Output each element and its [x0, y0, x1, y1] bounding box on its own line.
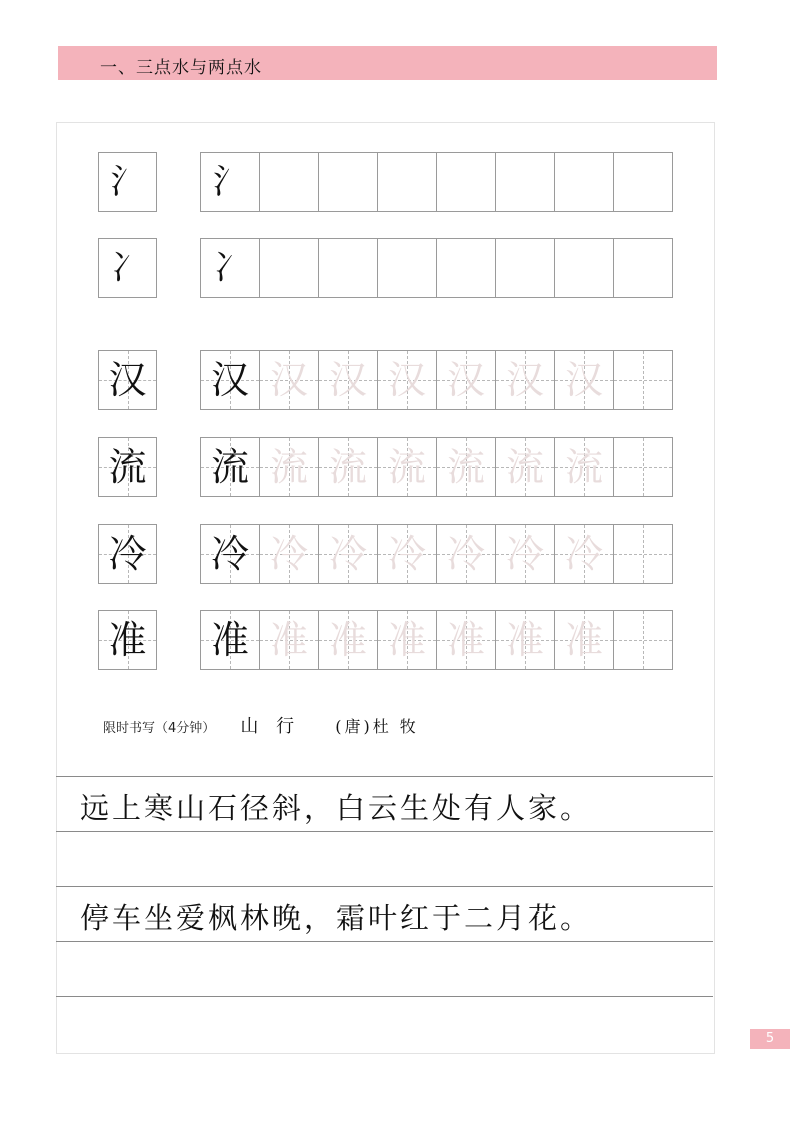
trace-character: 冷	[564, 532, 603, 576]
practice-cell[interactable]	[259, 238, 319, 298]
trace-character: 准	[269, 618, 308, 662]
practice-cell[interactable]	[554, 152, 614, 212]
practice-cell[interactable]	[259, 524, 319, 584]
poem-title: 山 行	[240, 716, 301, 737]
writing-line	[56, 886, 713, 887]
trace-character: 汉	[505, 358, 544, 402]
model-character: 流	[108, 445, 147, 489]
trace-character: 冷	[387, 532, 426, 576]
practice-cell[interactable]	[613, 610, 673, 670]
practice-cell[interactable]	[377, 152, 437, 212]
practice-cell[interactable]	[554, 437, 614, 497]
practice-cell[interactable]	[554, 238, 614, 298]
practice-cell[interactable]	[436, 437, 496, 497]
practice-cell[interactable]	[554, 524, 614, 584]
practice-cell[interactable]	[613, 350, 673, 410]
trace-character: 冷	[269, 532, 308, 576]
timed-writing-label: 限时书写（4分钟）	[103, 721, 216, 736]
practice-cell[interactable]	[377, 610, 437, 670]
practice-cell[interactable]	[259, 152, 319, 212]
practice-cell[interactable]	[200, 437, 260, 497]
model-cell	[98, 152, 157, 212]
practice-cell[interactable]	[436, 238, 496, 298]
example-character: 冷	[210, 532, 249, 576]
model-character: 冫	[110, 248, 145, 288]
model-cell	[98, 437, 157, 497]
example-character: 冫	[213, 248, 247, 288]
trace-character: 流	[269, 445, 308, 489]
practice-cell[interactable]	[554, 350, 614, 410]
model-cell	[98, 524, 157, 584]
practice-cell[interactable]	[495, 152, 555, 212]
practice-cell[interactable]	[200, 350, 260, 410]
model-cell	[98, 238, 157, 298]
trace-character: 流	[505, 445, 544, 489]
model-character: 汉	[108, 358, 147, 402]
model-character: 冷	[108, 532, 147, 576]
trace-character: 冷	[446, 532, 485, 576]
model-character: 氵	[110, 162, 145, 202]
practice-cell[interactable]	[554, 610, 614, 670]
practice-cell[interactable]	[436, 350, 496, 410]
poem-line-2: 停车坐爱枫林晚，霜叶红于二月花。	[80, 901, 593, 935]
writing-line	[56, 776, 713, 777]
practice-cell[interactable]	[318, 152, 378, 212]
practice-cell[interactable]	[318, 350, 378, 410]
trace-character: 流	[564, 445, 603, 489]
practice-cell[interactable]	[377, 437, 437, 497]
practice-cell[interactable]	[436, 152, 496, 212]
trace-character: 准	[505, 618, 544, 662]
trace-character: 汉	[564, 358, 603, 402]
trace-character: 准	[446, 618, 485, 662]
practice-cell[interactable]	[495, 238, 555, 298]
practice-cell[interactable]	[377, 350, 437, 410]
practice-cell[interactable]	[318, 524, 378, 584]
practice-cell[interactable]	[318, 238, 378, 298]
practice-cell[interactable]	[613, 238, 673, 298]
practice-cell[interactable]	[259, 610, 319, 670]
practice-cell[interactable]	[495, 524, 555, 584]
practice-cell[interactable]	[613, 437, 673, 497]
trace-character: 流	[387, 445, 426, 489]
practice-cell[interactable]	[377, 238, 437, 298]
example-character: 准	[210, 618, 249, 662]
trace-character: 流	[328, 445, 367, 489]
practice-cell[interactable]	[613, 524, 673, 584]
writing-line	[56, 941, 713, 942]
practice-cell[interactable]	[318, 437, 378, 497]
trace-character: 准	[387, 618, 426, 662]
trace-character: 流	[446, 445, 485, 489]
practice-cell[interactable]	[259, 350, 319, 410]
example-character: 流	[210, 445, 249, 489]
trace-character: 汉	[328, 358, 367, 402]
trace-character: 准	[328, 618, 367, 662]
practice-cell[interactable]	[200, 524, 260, 584]
trace-character: 汉	[387, 358, 426, 402]
practice-cell[interactable]	[495, 610, 555, 670]
model-cell	[98, 350, 157, 410]
practice-cell[interactable]	[377, 524, 437, 584]
page-number: 5	[750, 1029, 790, 1049]
example-character: 汉	[210, 358, 249, 402]
writing-line	[56, 996, 713, 997]
practice-cell[interactable]	[259, 437, 319, 497]
model-character: 准	[108, 618, 147, 662]
practice-cell[interactable]	[495, 437, 555, 497]
trace-character: 汉	[269, 358, 308, 402]
trace-character: 汉	[446, 358, 485, 402]
poem-line-1: 远上寒山石径斜，白云生处有人家。	[80, 791, 593, 825]
practice-cell[interactable]	[436, 610, 496, 670]
poem-author: (唐)杜 牧	[335, 717, 419, 736]
practice-cell[interactable]	[495, 350, 555, 410]
practice-cell[interactable]	[200, 238, 260, 298]
trace-character: 冷	[328, 532, 367, 576]
practice-cell[interactable]	[436, 524, 496, 584]
practice-cell[interactable]	[318, 610, 378, 670]
writing-line	[56, 831, 713, 832]
trace-character: 准	[564, 618, 603, 662]
practice-cell[interactable]	[200, 152, 260, 212]
practice-cell[interactable]	[613, 152, 673, 212]
model-cell	[98, 610, 157, 670]
example-character: 氵	[213, 162, 247, 202]
section-title: 一、三点水与两点水	[100, 58, 262, 78]
practice-cell[interactable]	[200, 610, 260, 670]
timed-writing-row	[103, 712, 419, 738]
trace-character: 冷	[505, 532, 544, 576]
